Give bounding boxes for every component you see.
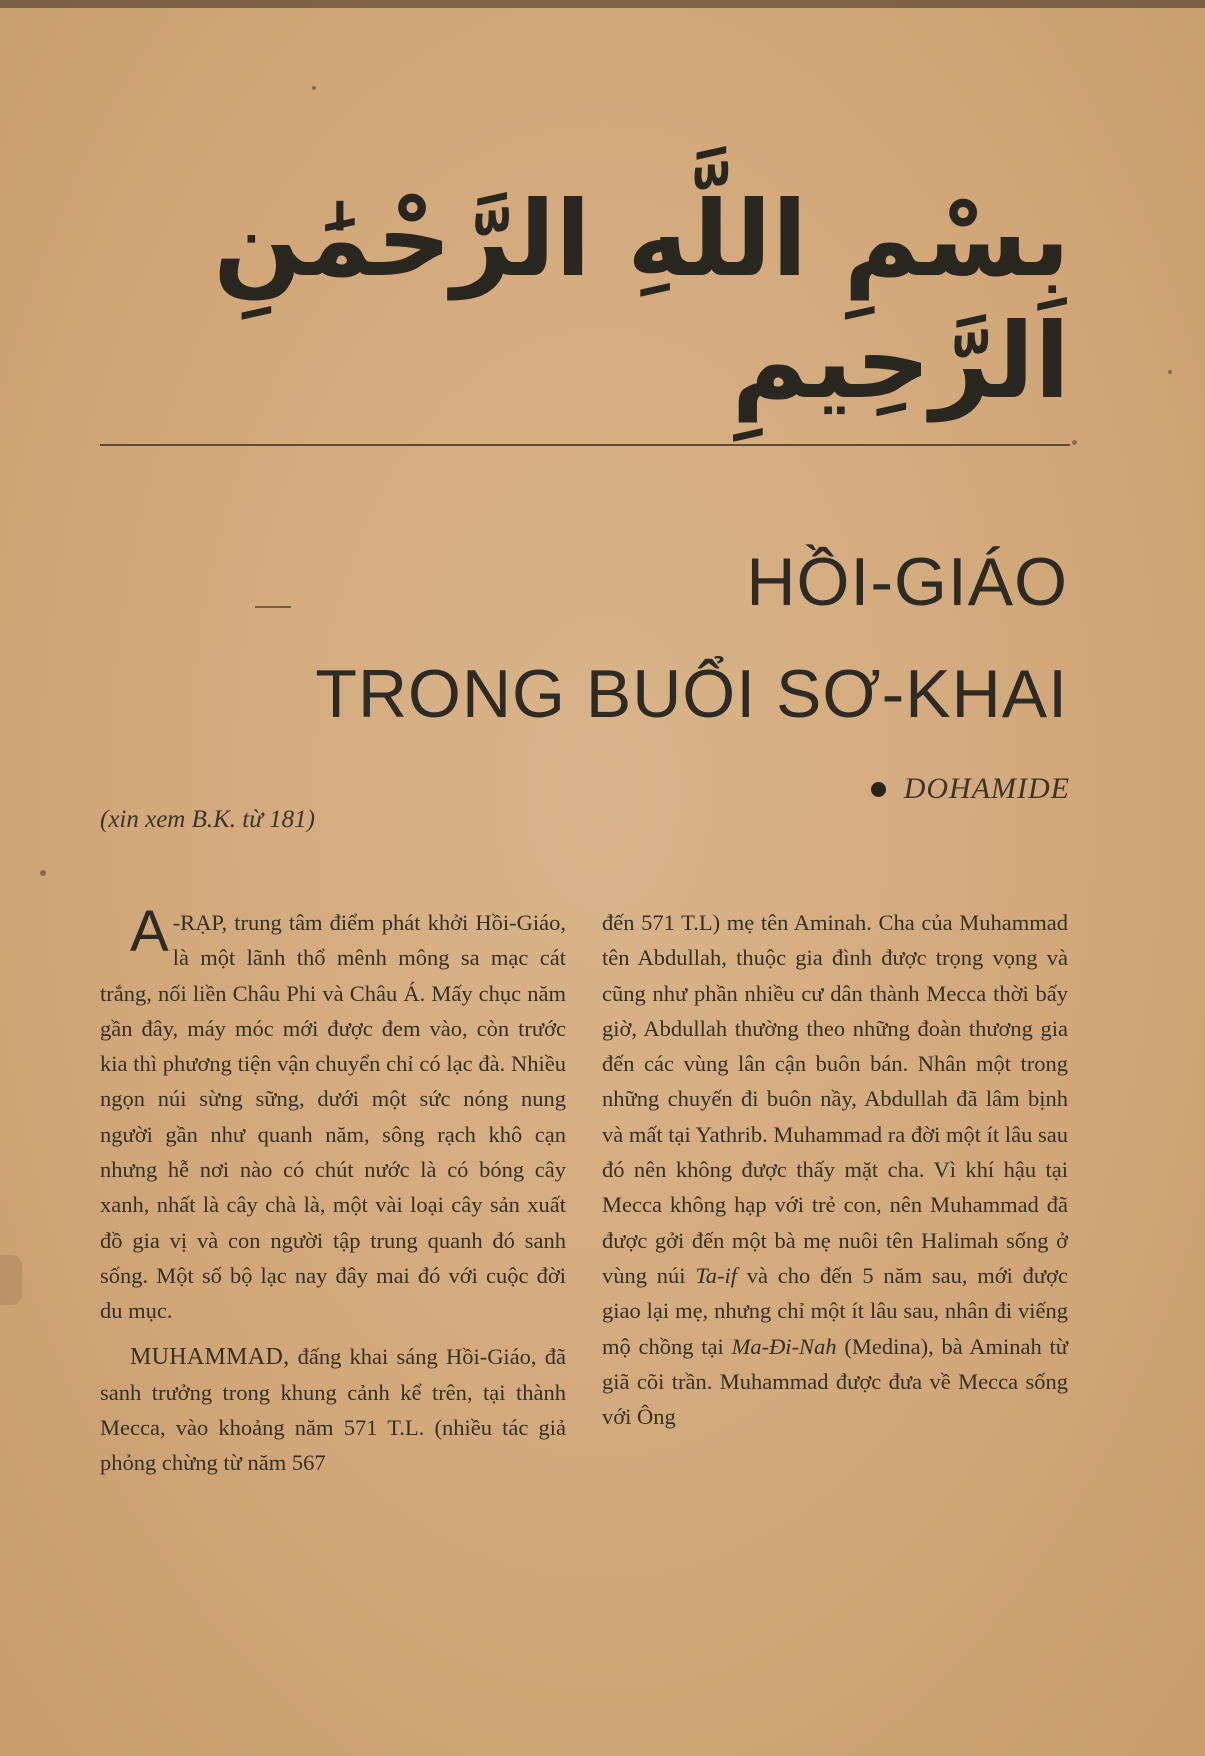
paragraph-text: và cho đến 5 năm sau, mới được giao lại mẹ, nhưng chỉ một ít lâu sau, nhân đi viếng mộ chồng tại: [602, 1262, 1068, 1359]
text-column-right: [602, 905, 1068, 1444]
paragraph-text: đấng khai sáng Hồi-Giáo, đã sanh trưởng trong khung cảnh kể trên, tại thành Mecca, vào khoảng năm 571 T.L. (nhiều tác giả phỏng chừng từ năm 567: [100, 1343, 566, 1476]
paper-speck: [1072, 440, 1077, 445]
header-divider: [100, 444, 1070, 446]
author-name: DOHAMIDE: [903, 772, 1070, 805]
paragraph: [100, 899, 566, 1329]
reference-note: (xin xem B.K. từ 181): [100, 806, 315, 833]
paragraph: [602, 905, 1068, 1434]
paragraph-text: (Medina), bà Aminah từ giã cõi trần. Muhammad được đưa về Mecca sống với Ông: [602, 1333, 1068, 1430]
basmala-text: بِسْمِ اللَّهِ الرَّحْمَٰنِ الرَّحِيمِ: [213, 178, 1070, 422]
paper-speck: [40, 870, 46, 876]
place-name-italic: Ma-Đi-Nah: [731, 1333, 837, 1359]
paragraph-text: trung tâm điểm phát khởi Hồi-Giáo, là một lãnh thổ mênh mông sa mạc cát trắng, nối liền Châu Phi và Châu Á. Mấy chục năm gần đây, máy móc mới được đem vào, còn trước kia thì phương tiện vận chuyển chỉ có lạc đà. Nhiều ngọn núi sừng sững, dưới một sức nóng nung người gần như quanh năm, sông rạch khô cạn nhưng hễ nơi nào có chút nước là có bóng cây xanh, nhất là cây chà là, một vài loại cây sản xuất đồ gia vị và con người tập trung quanh đó sanh sống. Một số bộ lạc nay đây mai đó với cuộc đời du mục.: [100, 910, 566, 1324]
first-word: -RẠP,: [172, 910, 228, 935]
paragraph: [100, 1339, 566, 1481]
paper-speck: [312, 86, 316, 90]
author-byline: [871, 772, 1070, 806]
drop-cap: A: [130, 899, 169, 964]
paper-speck: [1168, 370, 1172, 374]
paragraph-text: đến 571 T.L) mẹ tên Aminah. Cha của Muhammad tên Abdullah, thuộc gia đình được trọng vọng và cũng như phần nhiều cư dân thành Mecca thời bấy giờ, Abdullah thường theo những đoàn thương gia đến các vùng lân cận buôn bán. Nhân một trong những chuyến đi buôn nầy, Abdullah đã lâm bịnh và mất tại Yathrib. Muhammad ra đời một ít lâu sau đó nên không được thấy mặt cha. Vì khí hậu tại Mecca không hạp với trẻ con, nên Muhammad đã được gởi đến một bà mẹ nuôi tên Halimah sống ở vùng núi: [602, 910, 1068, 1288]
paper-edge-stain: [0, 1255, 22, 1305]
decorative-dash: [255, 606, 291, 608]
place-name-italic: Ta-if: [695, 1262, 738, 1288]
bullet-icon: [871, 782, 886, 797]
article-title-line2: TRONG BUỔI SƠ-KHAI: [315, 656, 1068, 732]
text-column-left: [100, 899, 566, 1491]
first-word: MUHAMMAD,: [130, 1343, 290, 1370]
basmala-calligraphy: [130, 175, 1070, 425]
article-title-line1: HỒI-GIÁO: [746, 544, 1068, 620]
